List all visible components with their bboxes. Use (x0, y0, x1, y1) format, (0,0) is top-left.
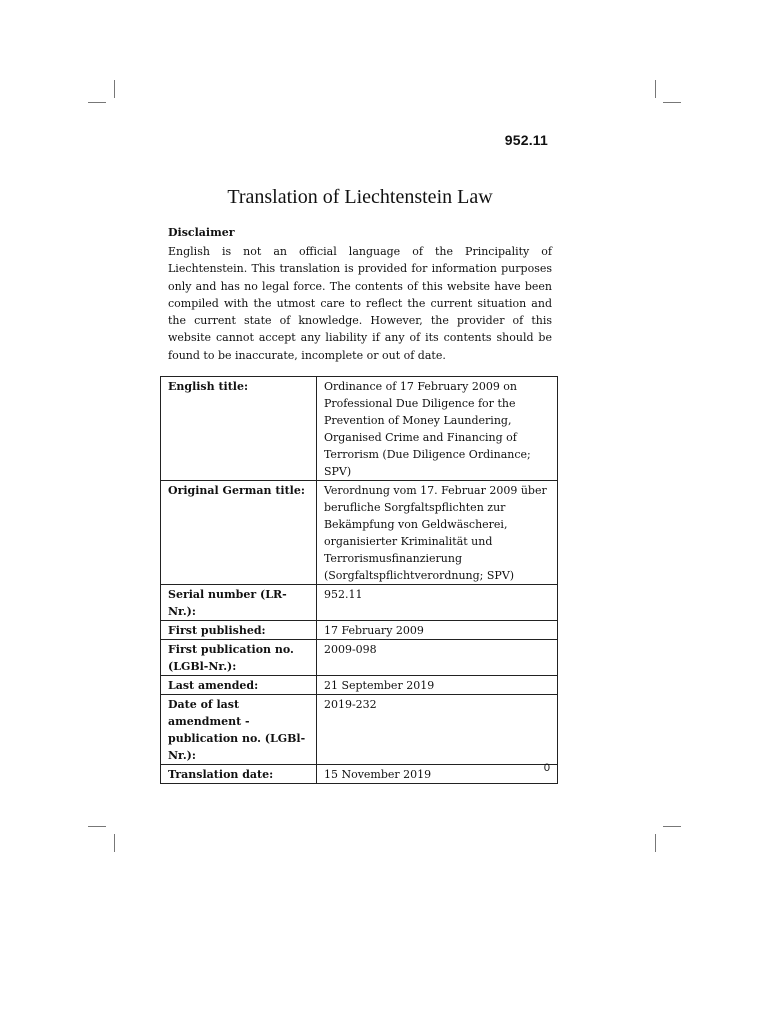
row-value: 952.11 (316, 585, 557, 621)
table-row (161, 640, 558, 676)
table-row (161, 377, 558, 481)
disclaimer-heading: Disclaimer (168, 226, 235, 239)
law-number: 952.11 (504, 132, 548, 148)
crop-mark-top-right-v (655, 80, 656, 98)
table-row (161, 676, 558, 695)
crop-mark-top-left-h (88, 102, 106, 103)
row-value: 17 February 2009 (316, 621, 557, 640)
crop-mark-top-left-v (114, 80, 115, 98)
row-label: First published: (161, 621, 317, 640)
row-value: 21 September 2019 (316, 676, 557, 695)
table-row (161, 765, 558, 784)
crop-mark-bottom-right-v (655, 834, 656, 852)
page-number: 0 (543, 762, 550, 774)
row-label: Date of last amendment - publication no. (LGBl-Nr.): (161, 695, 317, 765)
crop-mark-top-right-h (663, 102, 681, 103)
crop-mark-bottom-right-h (663, 826, 681, 827)
row-label: English title: (161, 377, 317, 481)
row-value: Verordnung vom 17. Februar 2009 über berufliche Sorgfaltspflichten zur Bekämpfung von Geldwäscherei, organisierter Kriminalität und Terrorismusfinanzierung (Sorgfaltspflichtverordnung; SPV) (316, 481, 557, 585)
crop-mark-bottom-left-h (88, 826, 106, 827)
page-title: Translation of Liechtenstein Law (227, 186, 493, 208)
row-value: 2019-232 (316, 695, 557, 765)
disclaimer-text: English is not an official language of the Principality of Liechtenstein. This translation is provided for information purposes only and has no legal force. The contents of this website have been compiled with the utmost care to reflect the current situation and the current state of knowledge. However, the provider of this website cannot accept any liability if any of its contents should be found to be inaccurate, incomplete or out of date. (168, 245, 552, 362)
table-row (161, 695, 558, 765)
row-label: Translation date: (161, 765, 317, 784)
row-label: Original German title: (161, 481, 317, 585)
row-label: Last amended: (161, 676, 317, 695)
row-label: Serial number (LR-Nr.): (161, 585, 317, 621)
table-row (161, 481, 558, 585)
row-value: 15 November 2019 (316, 765, 557, 784)
row-value: Ordinance of 17 February 2009 on Professional Due Diligence for the Prevention of Money Laundering, Organised Crime and Financing of Terrorism (Due Diligence Ordinance; SPV) (316, 377, 557, 481)
row-label: First publication no. (LGBl-Nr.): (161, 640, 317, 676)
table-row (161, 585, 558, 621)
row-value: 2009-098 (316, 640, 557, 676)
table-row (161, 621, 558, 640)
law-metadata-table (160, 376, 558, 784)
crop-mark-bottom-left-v (114, 834, 115, 852)
